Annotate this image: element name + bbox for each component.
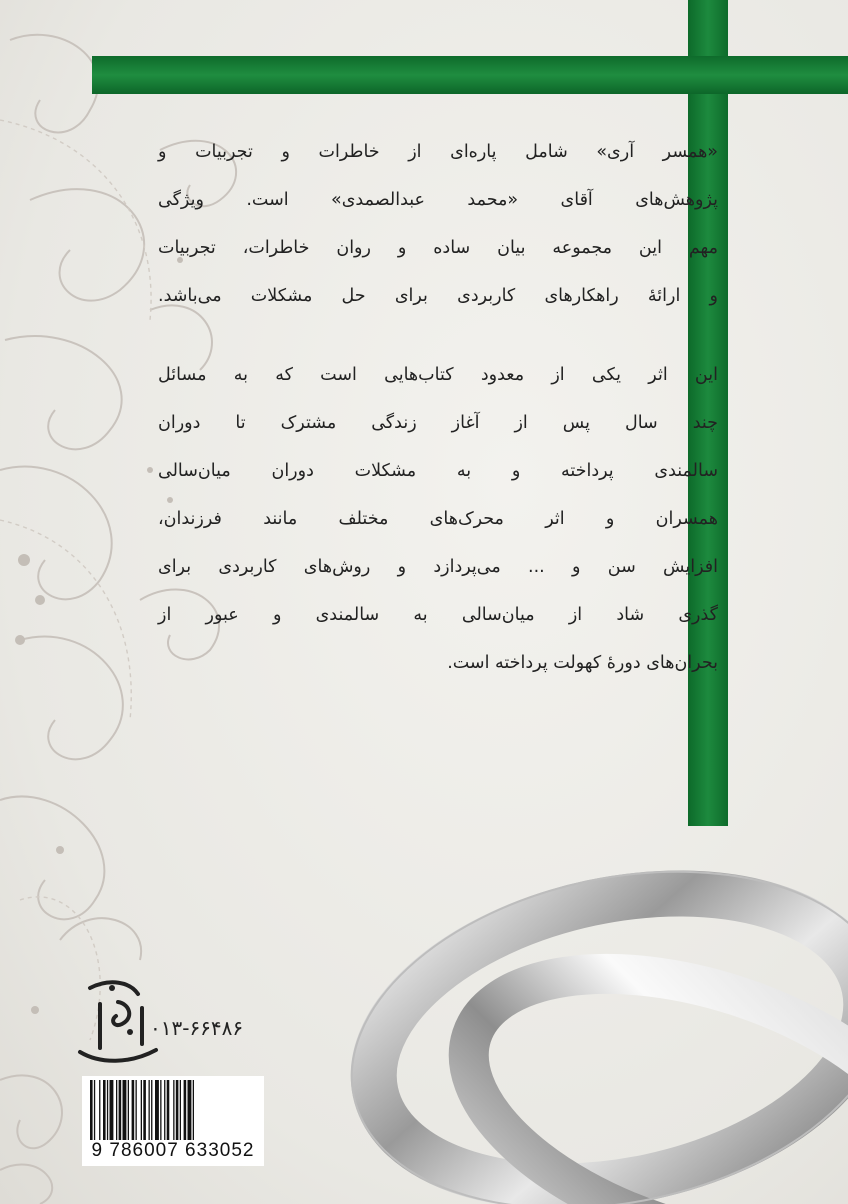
barcode-bar (188, 1080, 192, 1140)
text-line: گذری شاد از میان‌سالی به سالمندی و عبور از (158, 605, 718, 625)
publisher-code: ۰۱۳-۶۶۴۸۶ (150, 1016, 244, 1040)
description-paragraph-2 (158, 352, 718, 688)
barcode-bar (193, 1080, 194, 1140)
text-line: مهم این مجموعه بیان ساده و روان خاطرات، تجربیات (158, 238, 718, 258)
barcode-bar (155, 1080, 159, 1140)
barcode-bar (160, 1080, 161, 1140)
barcode-bar (123, 1080, 127, 1140)
barcode-bar (141, 1080, 142, 1140)
barcode-bar (99, 1080, 100, 1140)
text-line: افزایش سن و ... می‌پردازد و روش‌های کاربردی برای (158, 557, 718, 577)
text-line: پژوهش‌های آقای «محمد عبدالصمدی» است. ویژگی (158, 190, 718, 210)
text-line: چند سال پس از آغاز زندگی مشترک تا دوران (158, 413, 718, 433)
text-line: «همسر آری» شامل پاره‌ای از خاطرات و تجربیات و (158, 142, 718, 162)
isbn-barcode (82, 1076, 264, 1166)
barcode-bar (110, 1080, 114, 1140)
barcode-bar (103, 1080, 106, 1140)
barcode-icon (88, 1080, 258, 1142)
text-line: همسران و اثر محرک‌های مختلف مانند فرزندان، (158, 509, 718, 529)
text-line: سالمندی پرداخته و به مشکلات دوران میان‌سالی (158, 461, 718, 481)
barcode-bar (94, 1080, 95, 1140)
barcode-digits: 9 786007 633052 (91, 1140, 255, 1161)
barcode-bar (184, 1080, 187, 1140)
barcode-bar (151, 1080, 152, 1140)
barcode-bar (164, 1080, 165, 1140)
description-paragraph-1 (158, 128, 718, 320)
barcode-bar (173, 1080, 174, 1140)
text-line: و ارائهٔ راهکارهای کاربردی برای حل مشکلات می‌باشد. (158, 286, 718, 306)
barcode-bar (116, 1080, 117, 1140)
barcode-bar (180, 1080, 181, 1140)
barcode-bar (143, 1080, 146, 1140)
text-line: بحران‌های دورهٔ کهولت پرداخته است. (447, 653, 718, 673)
barcode-bar (119, 1080, 122, 1140)
barcode-bar (107, 1080, 108, 1140)
barcode-bar (90, 1080, 93, 1140)
barcode-bar (136, 1080, 137, 1140)
barcode-bar (128, 1080, 129, 1140)
barcode-bar (132, 1080, 135, 1140)
barcode-bar (176, 1080, 179, 1140)
barcode-bar (167, 1080, 170, 1140)
text-line: این اثر یکی از معدود کتاب‌هایی است که به مسائل (158, 365, 718, 385)
barcode-bar (149, 1080, 150, 1140)
